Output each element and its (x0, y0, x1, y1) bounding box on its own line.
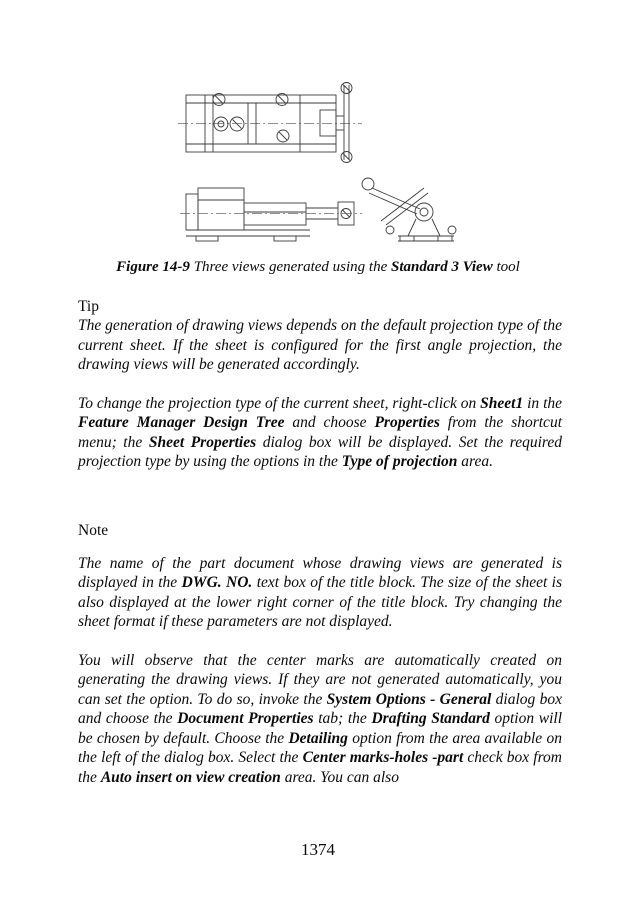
text-segment: Center marks-holes -part (302, 749, 464, 767)
note-heading: Note (78, 521, 109, 539)
text-segment: The name of the part document whose drawing views are generated is displayed in the (78, 555, 562, 592)
text-segment: Auto insert on view creation (100, 768, 281, 786)
text-segment: and choose (284, 414, 375, 432)
text-segment: Drafting Standard (371, 710, 490, 728)
text-segment: option will be chosen by default. Choose the (78, 710, 563, 747)
text-segment: dialog box and choose the (78, 690, 562, 728)
text-segment: Figure 14-9 (116, 259, 190, 275)
text-segment: Document Properties (177, 710, 314, 728)
text-segment: The generation of drawing views depends on the default projection type of the current sheet. If the sheet is configured for the first angle projection, the drawing views will be generated accordingly. (78, 317, 562, 374)
text-segment: Three views generated using the (189, 259, 392, 275)
text-segment: tool (492, 259, 520, 275)
text-segment: Properties (374, 414, 440, 432)
top-view (178, 83, 362, 163)
text-segment: area. (457, 453, 493, 471)
text-segment: Feature Manager Design Tree (78, 414, 285, 432)
text-segment: text box of the title block. The size of the sheet is also displayed at the lower right corner of the title block. Try changing the sheet format if these parameters are not displayed. (78, 574, 562, 631)
text-segment: System Options - General (326, 690, 492, 708)
figure-14-9 (0, 72, 636, 276)
figure-caption (0, 259, 636, 276)
text-segment: option from the area available on the left of the dialog box. Select the (78, 729, 562, 767)
text-segment: Sheet Properties (148, 433, 257, 451)
text-segment: in the (523, 395, 562, 413)
front-view (180, 178, 456, 241)
text-segment: Standard 3 View (391, 259, 493, 275)
text-segment: Sheet1 (480, 395, 524, 413)
text-segment: To change the projection type of the current sheet, right-click on (78, 395, 481, 413)
text-segment: area. You can also (280, 768, 399, 786)
note-paragraph-1 (78, 554, 562, 632)
text-segment: check box from the (78, 749, 562, 786)
note-paragraph-2 (78, 651, 562, 787)
tip-paragraph-1 (78, 316, 562, 374)
page-number: 1374 (301, 840, 335, 859)
tip-paragraph-2 (78, 394, 562, 472)
tip-heading: Tip (78, 298, 99, 315)
text-segment: from the shortcut menu; the (78, 414, 562, 451)
text-segment: DWG. NO. (181, 574, 253, 592)
text-segment: dialog box will be displayed. Set the required projection type by using the options in the (78, 433, 563, 471)
tip-section (78, 297, 562, 472)
figure-14-9-drawing (0, 72, 636, 252)
note-section (78, 521, 562, 787)
body-text (78, 297, 562, 787)
text-segment: Type of projection (341, 453, 458, 471)
text-segment: Detailing (288, 729, 348, 747)
text-segment: You will observe that the center marks are automatically created on generating the drawing views. If they are not generated automatically, you can set the option. To do so, invoke the (78, 652, 562, 708)
text-segment: tab; the (313, 710, 372, 728)
